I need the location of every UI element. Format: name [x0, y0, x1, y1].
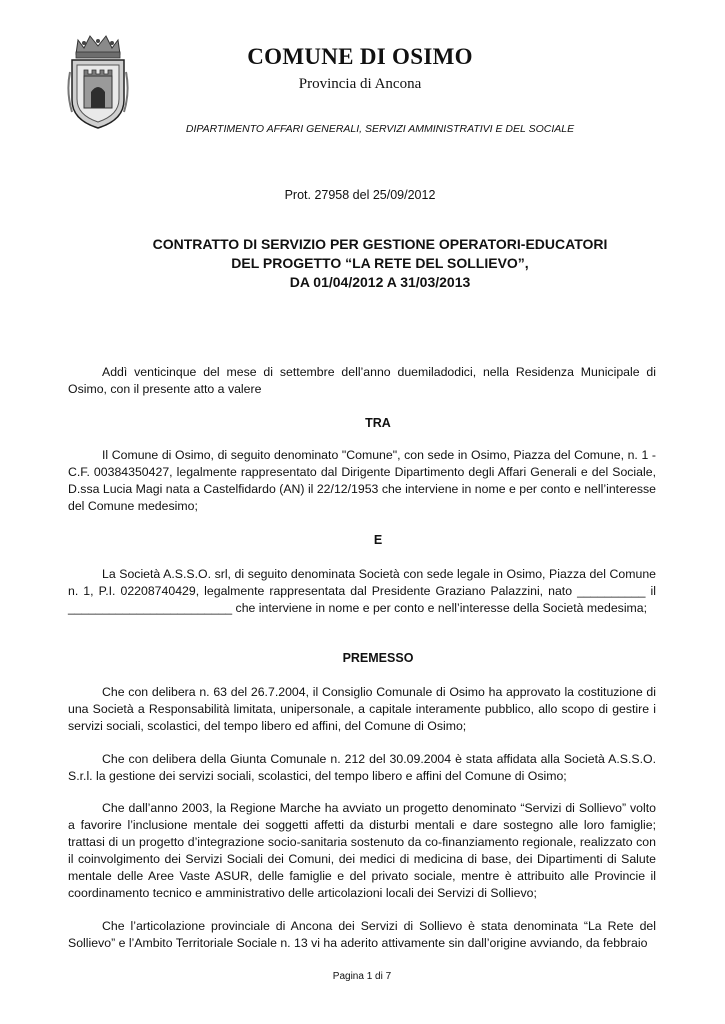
contract-title	[90, 235, 670, 292]
e-heading: E	[373, 533, 383, 547]
paragraph-text: Il Comune di Osimo, di seguito denominato "Comune", con sede in Osimo, Piazza del Comune, n. 1 - C.F. 00384350427, legalmente rappresentato dal Dirigente Dipartimento degli Affari Generali e del Sociale, D.ssa Lucia Magi nata a Castelfidardo (AN) il 22/12/1953 che interviene in nome e per conto e nell’interesse del Comune medesimo;	[68, 448, 656, 513]
contract-title-line: DEL PROGETTO “LA RETE DEL SOLLIEVO”,	[231, 255, 529, 271]
city-coat-of-arms-icon	[66, 32, 130, 130]
premise-paragraph-2	[68, 751, 656, 785]
province-subtitle: Provincia di Ancona	[298, 76, 422, 92]
tra-heading: TRA	[365, 416, 391, 430]
department-line: DIPARTIMENTO AFFARI GENERALI, SERVIZI AMMINISTRATIVI E DEL SOCIALE	[185, 123, 575, 135]
paragraph-text: La Società A.S.S.O. srl, di seguito denominata Società con sede legale in Osimo, Piazza del Comune n. 1, P.I. 02208740429, legalmente rappresentata dal Presidente Graziano Palazzini, nato __________ il ________________________ che interviene in nome e per conto e nell’interesse della Società medesima;	[68, 567, 656, 615]
premesso-heading: PREMESSO	[342, 651, 414, 665]
protocol-number: Prot. 27958 del 25/09/2012	[284, 188, 436, 202]
contract-title-line: CONTRATTO DI SERVIZIO PER GESTIONE OPERATORI-EDUCATORI	[152, 236, 608, 252]
paragraph-text: Addì venticinque del mese di settembre dell’anno duemiladodici, nella Residenza Municipale di Osimo, con il presente atto a valere	[68, 365, 656, 396]
premise-paragraph-3	[68, 800, 656, 902]
comune-paragraph	[68, 447, 656, 515]
contract-title-line: DA 01/04/2012 A 31/03/2013	[289, 274, 471, 290]
paragraph-text: Che con delibera n. 63 del 26.7.2004, il Consiglio Comunale di Osimo ha approvato la costituzione di una Società a Responsabilità limitata, unipersonale, a capitale interamente pubblico, allo scopo di gestire i servizi sociali, scolastici, del tempo libero ed affini, del Comune di Osimo;	[68, 685, 656, 733]
paragraph-text: Che con delibera della Giunta Comunale n. 212 del 30.09.2004 è stata affidata alla Società A.S.S.O. S.r.l. la gestione dei servizi sociali, scolastici, del tempo libero e affini del Comune di Osimo;	[68, 752, 656, 783]
paragraph-text: Che dall’anno 2003, la Regione Marche ha avviato un progetto denominato “Servizi di Sollievo” volto a favorire l’inclusione mentale dei soggetti affetti da disturbi mentali e dare sostegno alle loro famiglie; trattasi di un progetto d’integrazione socio-sanitaria sostenuto da co-finanziamento regionale, realizzato con il coinvolgimento dei Servizi Sociali dei Comuni, dei medici di medicina di base, dei Dipartimenti di Salute mentale delle Aree Vaste ASUR, delle famiglie e del privato sociale, mentre è attribuito alle Provincie il coordinamento tecnico e amministrativo delle articolazioni locali dei Servizi di Sollievo;	[68, 801, 656, 900]
page-number: Pagina 1 di 7	[332, 971, 392, 982]
premise-paragraph-4	[68, 918, 656, 952]
intro-paragraph	[68, 364, 656, 398]
paragraph-text: Che l’articolazione provinciale di Ancona dei Servizi di Sollievo è stata denominata “La Rete del Sollievo” e l’Ambito Territoriale Sociale n. 13 vi ha aderito attivamente sin dall’origine avviando, da febbraio	[68, 919, 656, 950]
municipality-title: COMUNE DI OSIMO	[247, 44, 473, 69]
premise-paragraph-1	[68, 684, 656, 735]
societa-paragraph	[68, 566, 656, 617]
